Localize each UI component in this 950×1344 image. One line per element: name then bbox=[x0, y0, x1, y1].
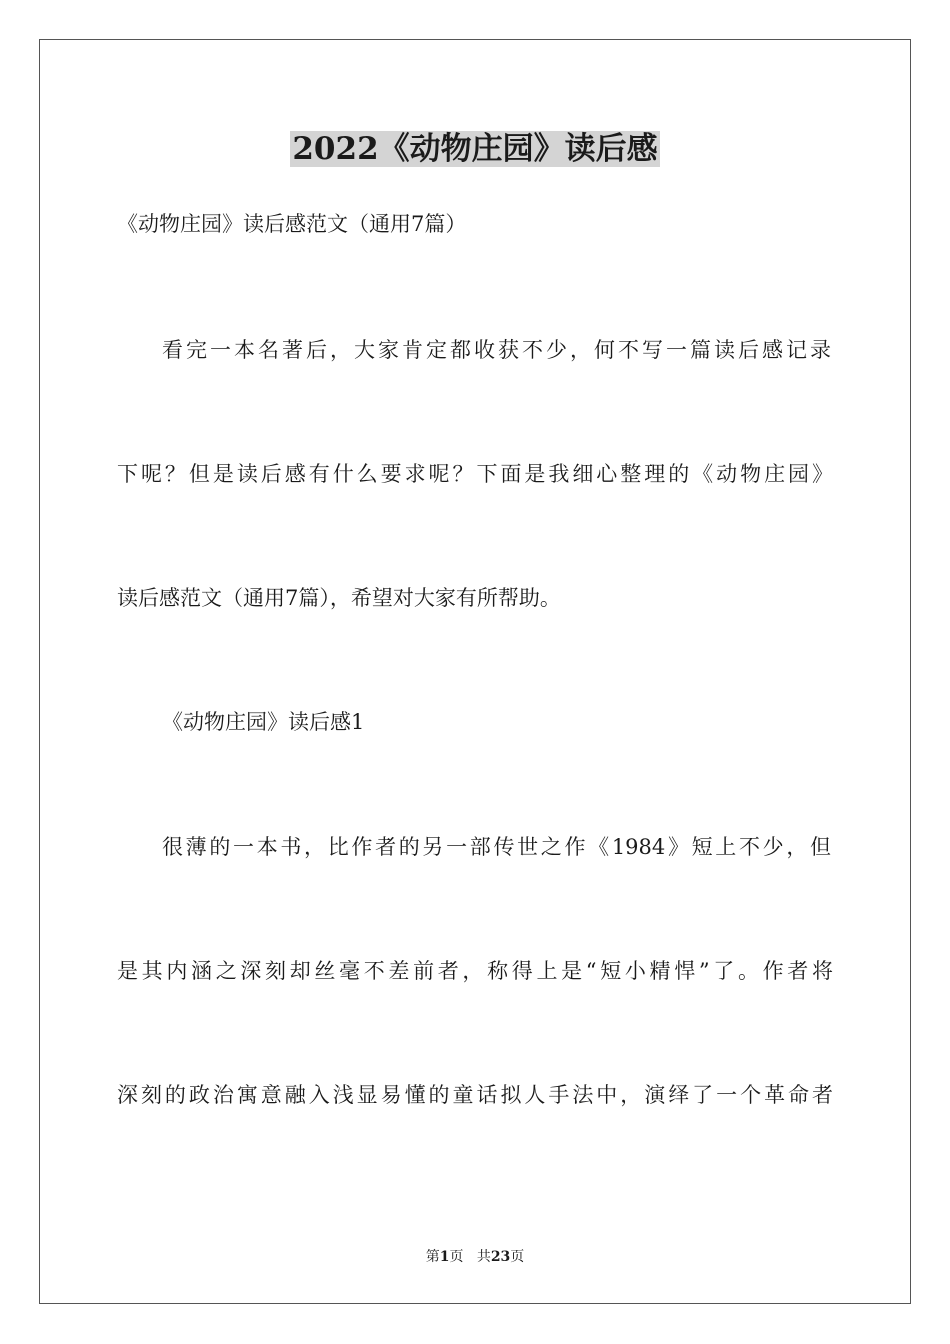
footer-page-number: 1 bbox=[439, 1249, 450, 1265]
section-line-1: 很薄的一本书，比作者的另一部传世之作《1984》短上不少，但 bbox=[162, 835, 831, 859]
section-line-2: 是其内涵之深刻却丝毫不差前者，称得上是“短小精悍”了。作者将 bbox=[117, 959, 833, 983]
document-title-text: 2022《动物庄园》读后感 bbox=[292, 131, 658, 167]
page-footer bbox=[0, 1247, 950, 1267]
footer-page-suffix: 页 bbox=[449, 1249, 464, 1265]
intro-line-2: 下呢？但是读后感有什么要求呢？下面是我细心整理的《动物庄园》 bbox=[117, 462, 833, 486]
document-title bbox=[0, 127, 950, 171]
footer-total-prefix: 共 bbox=[476, 1249, 491, 1265]
footer-prefix: 第 bbox=[425, 1249, 440, 1265]
intro-line-1: 看完一本名著后，大家肯定都收获不少，何不写一篇读后感记录 bbox=[162, 338, 831, 362]
section-line-3: 深刻的政治寓意融入浅显易懂的童话拟人手法中，演绎了一个革命者 bbox=[117, 1083, 833, 1107]
section-heading: 《动物庄园》读后感1 bbox=[162, 710, 365, 734]
footer-total-suffix: 页 bbox=[510, 1249, 525, 1265]
document-subtitle: 《动物庄园》读后感范文（通用7篇） bbox=[117, 212, 467, 236]
intro-line-3: 读后感范文（通用7篇），希望对大家有所帮助。 bbox=[117, 586, 561, 610]
footer-total-pages: 23 bbox=[490, 1249, 511, 1265]
